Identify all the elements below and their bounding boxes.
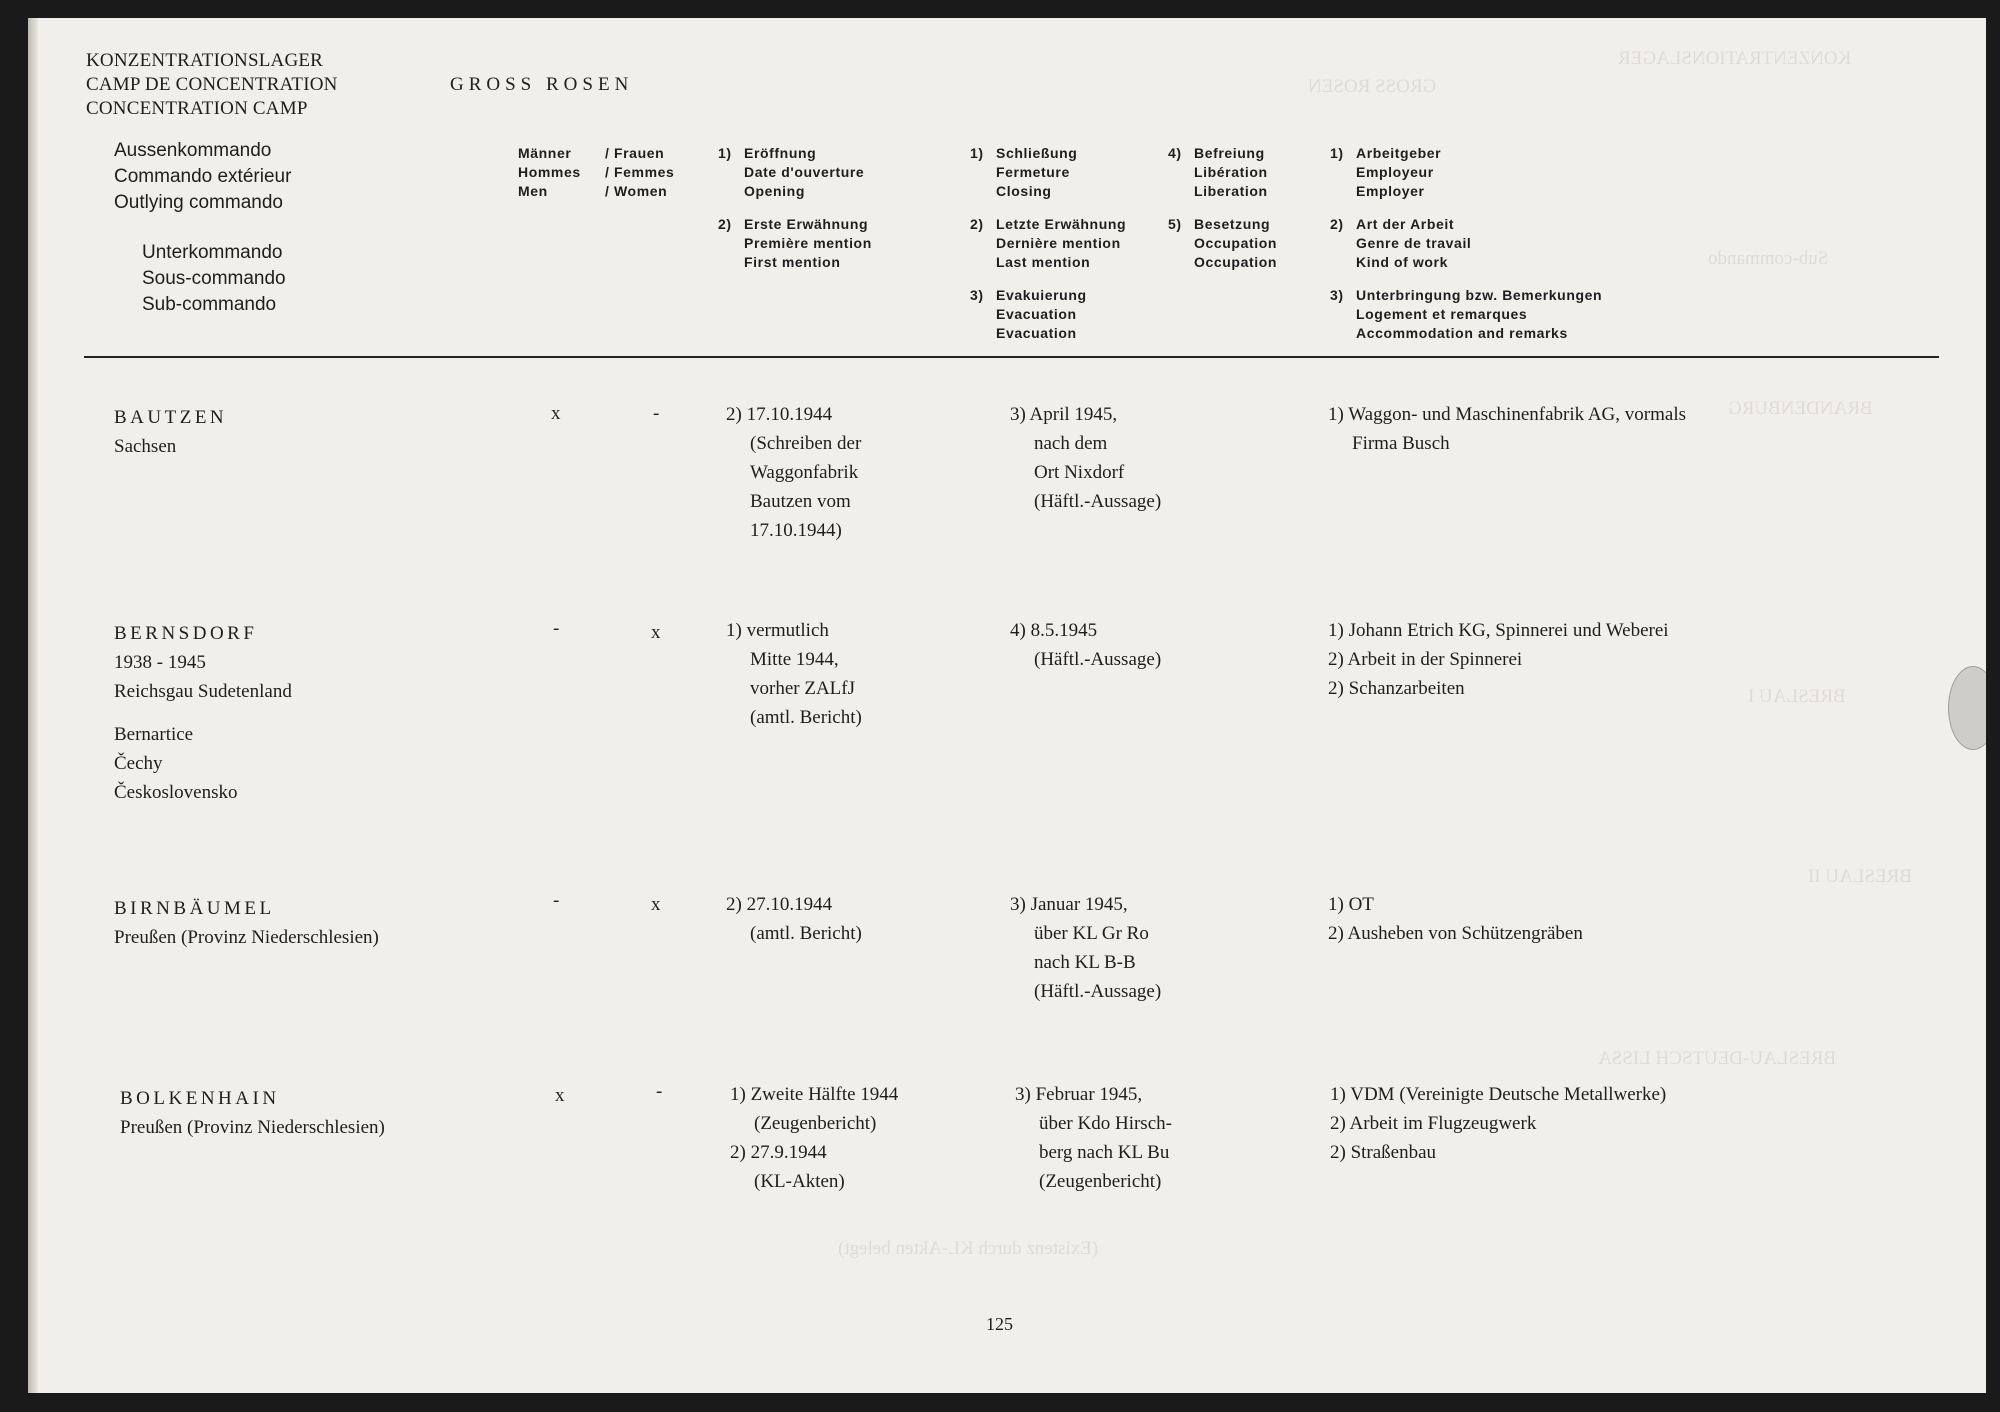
unterkommando-label — [142, 240, 286, 318]
gender-header-women: / Frauen / Femmes / Women — [605, 145, 675, 199]
men-mark: x — [551, 403, 561, 424]
men-mark: - — [553, 890, 560, 911]
women-mark: - — [656, 1081, 663, 1102]
entry-name-cell: BERNSDORF 1938 - 1945 Reichsgau Sudetenland Bernartice Čechy Československo — [114, 619, 292, 807]
opening-header: 1) Eröffnung Date d'ouverture Opening 2) Erste Erwähnung Première mention First mention — [718, 145, 872, 270]
gender-header-men: Männer Hommes Men — [518, 145, 581, 199]
work-cell: 1) OT 2) Ausheben von Schützengräben — [1328, 894, 1583, 944]
unterkommando-fr: Sous-commando — [142, 268, 286, 289]
camp-label — [86, 49, 338, 121]
opening-cell: 1) vermutlich Mitte 1944, vorher ZALfJ (amtl. Bericht) — [726, 620, 862, 728]
work-cell: 1) VDM (Vereinigte Deutsche Metallwerke) 2) Arbeit im Flugzeugwerk 2) Straßenbau — [1330, 1084, 1667, 1163]
subcamp-location-today: Bernartice — [114, 724, 194, 745]
men-mark: x — [555, 1085, 565, 1106]
camp-label-fr: CAMP DE CONCENTRATION — [86, 74, 338, 95]
subcamp-name: BAUTZEN — [114, 407, 228, 428]
header-divider — [84, 356, 1939, 358]
kommando-de: Aussenkommando — [114, 140, 272, 161]
page-number: 125 — [986, 1314, 1013, 1334]
camp-label-de: KONZENTRATIONSLAGER — [86, 50, 324, 71]
unterkommando-en: Sub-commando — [142, 294, 277, 315]
unterkommando-de: Unterkommando — [142, 242, 283, 263]
women-mark: - — [653, 403, 660, 424]
page-tab — [1948, 666, 1986, 750]
closing-cell: 3) Februar 1945, über Kdo Hirsch- berg nach KL Bu (Zeugenbericht) — [1015, 1084, 1172, 1192]
closing-cell: 3) April 1945, nach dem Ort Nixdorf (Häftl.-Aussage) — [1010, 404, 1162, 512]
entry-name-cell — [114, 894, 379, 952]
subcamp-name: BERNSDORF — [114, 623, 258, 644]
subcamp-name: BIRNBÄUMEL — [114, 898, 275, 919]
camp-label-en: CONCENTRATION CAMP — [86, 98, 308, 119]
subcamp-location: Sachsen — [114, 436, 177, 457]
subcamp-location: Preußen (Provinz Niederschlesien) — [114, 927, 379, 948]
subcamp-location: Reichsgau Sudetenland — [114, 681, 292, 702]
kommando-fr: Commando extérieur — [114, 166, 292, 187]
opening-cell: 1) Zweite Hälfte 1944 (Zeugenbericht) 2) 27.9.1944 (KL-Akten) — [730, 1084, 899, 1192]
women-mark: x — [651, 894, 661, 915]
closing-cell: 3) Januar 1945, über KL Gr Ro nach KL B-B (Häftl.-Aussage) — [1010, 894, 1162, 1002]
book-gutter — [28, 18, 38, 1393]
subcamp-name: BOLKENHAIN — [120, 1088, 280, 1109]
subcamp-location: Preußen (Provinz Niederschlesien) — [120, 1117, 385, 1138]
document-page: KONZENTRATIONSLAGER GROSS ROSEN Sub-commando BRANDENBURG BRESLAU I BRESLAU II BRESLAU-DEUTSCH LISSA (Existenz durch KL-Akten belegt) KONZENTRATIONSLAGER CAMP DE CONCENTRATION CONCENTRATION CAMP GROSS ROSEN Aussenkommando Commando extérieur Outlying commando Unterkommando Sous-commando Sub-commando Männer Hommes Men / Frauen / Femmes / Women 1) Eröffnung Date d'ouverture Opening 2) Erste Erwähnung Première mention First mention 1) Schließung Fermeture Closing 2) Letzte Erwähnung Dernière mention Last mention 3) Evakuierung Evacuation Evacuation 4) Befreiung Libération Liberation 5) Besetzung Occupation Occupation 1) Arbeitgeber Employeur Employer 2) Art der Arbeit Genre de travail Kind of work 3) Unterbringung bzw. Bemerkungen Logement et remarques Accommodation and remarks BAUTZEN Sachsen x - 2) 17.10.1944 (Schreiben der Waggonfabrik Bautzen vom 17.10.1944) 3) April 1945, nach dem Ort Nixdorf (Häftl.-Aussage) 1) Waggon- und Maschinenfabrik AG, vormals Firma Busch BERNSDORF 1938 - 1945 Reichsgau Sudetenland Bernartice Čechy Československo - x 1) vermutlich Mitte 1944, vorher ZALfJ (amtl. Bericht) 4) 8.5.1945 (Häftl.-Aussage) 1) Johann Etrich KG, Spinnerei und Weberei 2) Arbeit in der Spinnerei 2) Schanzarbeiten BIRNBÄUMEL Preußen (Provinz Niederschlesien) - x 2) 27.10.1944 (amtl. Bericht) 3) Januar 1945, über KL Gr Ro nach KL B-B (Häftl.-Aussage) 1) OT 2) Ausheben von Schützengräben BOLKENHAIN Preußen (Provinz Niederschlesien) x - 1) Zweite Hälfte 1944 (Zeugenbericht) 2) 27.9.1944 (KL-Akten) 3) Februar 1945, über Kdo Hirsch- berg nach KL Bu (Zeugenbericht) 1) VDM (Vereinigte Deutsche Metallwerke) 2) Arbeit im Flugzeugwerk 2) Straßenbau 125 — [28, 18, 1986, 1393]
entry-name-cell — [120, 1084, 385, 1142]
work-cell: 1) Waggon- und Maschinenfabrik AG, vormals Firma Busch — [1328, 404, 1686, 454]
kommando-label — [114, 138, 291, 216]
subcamp-period: 1938 - 1945 — [114, 652, 206, 673]
entry-name-cell — [114, 403, 227, 461]
opening-cell: 2) 17.10.1944 (Schreiben der Waggonfabrik Bautzen vom 17.10.1944) — [726, 404, 862, 541]
kommando-en: Outlying commando — [114, 192, 283, 213]
work-header: 1) Arbeitgeber Employeur Employer 2) Art der Arbeit Genre de travail Kind of work 3) Unterbringung bzw. Bemerkungen Logement et remarques Accommodation and remarks — [1330, 145, 1603, 341]
opening-cell: 2) 27.10.1944 (amtl. Bericht) — [726, 894, 862, 944]
work-cell: 1) Johann Etrich KG, Spinnerei und Weberei 2) Arbeit in der Spinnerei 2) Schanzarbeiten — [1328, 620, 1669, 699]
camp-name: GROSS ROSEN — [450, 74, 634, 95]
closing-header: 1) Schließung Fermeture Closing 2) Letzte Erwähnung Dernière mention Last mention 3) Evakuierung Evacuation Evacuation — [970, 145, 1127, 341]
liberation-header: 4) Befreiung Libération Liberation 5) Besetzung Occupation Occupation — [1168, 145, 1278, 270]
closing-cell: 4) 8.5.1945 (Häftl.-Aussage) — [1010, 620, 1162, 670]
women-mark: x — [651, 622, 661, 643]
men-mark: - — [553, 618, 560, 639]
